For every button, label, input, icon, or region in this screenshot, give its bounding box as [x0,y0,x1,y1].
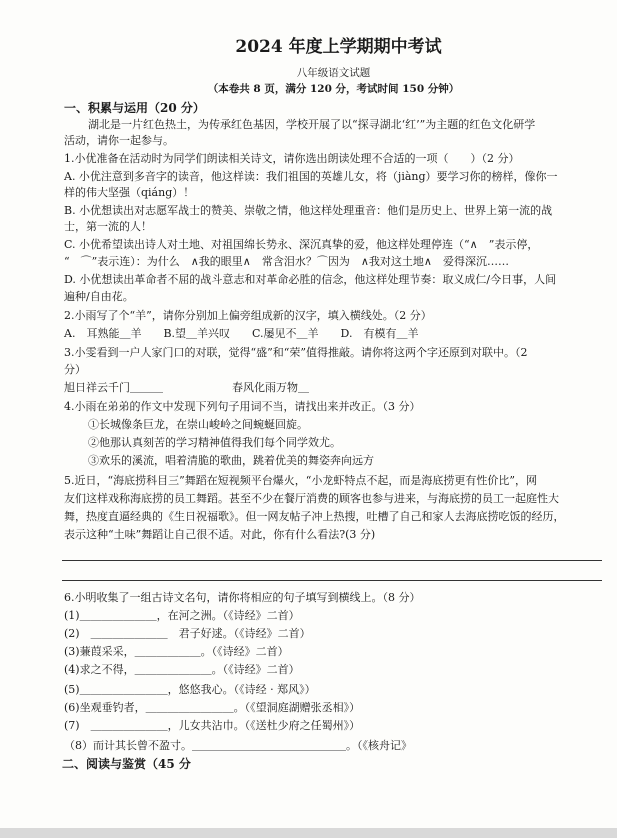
q1-option-c-line2: “ ⌒”表示连）：为什么 ∧我的眼里∧ 常含泪水？⌒因为 ∧我对这土地∧ 爱得深沉…… [64,255,509,268]
q6-item-8[interactable]: （8）而计其长曾不盈寸。＿＿＿＿＿＿＿＿＿＿＿＿＿＿。（《核舟记》 [64,739,412,752]
q6-item-2[interactable]: (2) ＿＿＿＿＿＿＿ 君子好逑。（《诗经》二首） [64,627,311,640]
q1-option-a-line1: A. 小优注意到多音字的读音，他这样读：我们祖国的英雄儿女，将（jiàng）要学习你的榜样，像你一 [64,170,558,183]
q1-option-b-line2: 士，第一流的人！ [64,220,152,233]
q5-answer-line-1[interactable] [62,560,602,561]
q5-answer-line-2[interactable] [62,580,602,581]
q4-stem: 4.小雨在弟弟的作文中发现下列句子用词不当，请找出来并改正。（3 分） [64,400,421,413]
exam-subtitle: 八年级语文试题 [296,67,371,79]
q5-line-1: 5.近日，“海底捞科目三”舞蹈在短视频平台爆火，“小龙虾特点不起，而是海底捞更有性价比”，网 [64,474,537,487]
section2-heading: 二、阅读与鉴赏（45 分 [62,757,191,771]
section1-heading: 一、积累与运用（20 分） [64,101,205,115]
q4-item-3: ③欢乐的溪流，唱着清脆的歌曲，跳着优美的舞姿奔向远方 [88,454,374,467]
exam-note: （本卷共 8 页，满分 120 分，考试时间 150 分钟） [207,83,460,95]
q1-option-d-line2: 遍种/自由花。 [64,290,134,303]
q3-stem-cont: 分） [64,363,86,376]
q5-line-2: 友们这样戏称海底捞的员工舞蹈。甚至不少在餐厅消费的顾客也参与进来，与海底捞的员工一起庭性大 [64,492,559,505]
q6-item-7[interactable]: (7) ＿＿＿＿＿＿＿，儿女共沾巾。（《送杜少府之任蜀州》） [64,719,361,732]
q1-stem: 1.小优准备在活动时为同学们朗读相关诗文，请你选出朗读处理不合适的一项（ ）（2 分） [64,152,520,165]
q6-stem: 6.小明收集了一组古诗文名句，请你将相应的句子填写到横线上。（8 分） [64,591,421,604]
exam-title: 2024 年度上学期期中考试 [235,37,442,57]
intro-line-2: 活动，请你一起参与。 [64,134,174,147]
q6-item-1[interactable]: (1)＿＿＿＿＿＿＿，在河之洲。（《诗经》二首） [64,609,300,622]
q5-line-4: 表示这种“土味”舞蹈让自己很不适。对此，你有什么看法?(3 分) [64,528,376,541]
q1-option-d-line1: D. 小优想读出革命者不屈的战斗意志和对革命必胜的信念，他这样处理节奏：取义成仁/今日事，人间 [64,273,557,286]
q1-option-c-line1: C. 小优希望读出诗人对土地、对祖国绵长势永、深沉真挚的爱，他这样处理停连（“∧ ”表示停， [64,238,539,251]
q2-options: A. 耳熟能＿羊 B.望＿羊兴叹 C.屡见不＿羊 D. 有模有＿羊 [64,327,419,340]
q1-option-b-line1: B. 小优想读出对志愿军战士的赞美、崇敬之情，他这样处理重音：他们是历史上、世界上第一流的战 [64,204,553,217]
q1-option-a-line2: 样的伟大坚强（qiáng）！ [64,186,195,199]
q4-item-1: ①长城像条巨龙，在崇山峻岭之间蜿蜒回旋。 [88,418,308,431]
q2-stem: 2.小雨写了个“羊”，请你分别加上偏旁组成新的汉字，填入横线处。（2 分） [64,309,432,322]
q3-stem: 3.小雯看到一户人家门口的对联，觉得“盛”和“荣”值得推敲。请你将这两个字还原到对联中。（2 [64,346,528,359]
q6-item-5[interactable]: (5)＿＿＿＿＿＿＿＿，悠悠我心。（《诗经 · 郑风》） [64,683,316,696]
intro-line-1: 湖北是一片红色热土，为传承红色基因，学校开展了以“探寻湖北‘红’”为主题的红色文化研学 [88,118,536,131]
q6-item-6[interactable]: (6)坐观垂钓者，＿＿＿＿＿＿＿＿。（《望洞庭湖赠张丞相》） [64,701,361,714]
q6-item-4[interactable]: (4)求之不得，＿＿＿＿＿＿＿。（《诗经》二首） [64,663,300,676]
q3-couplet-right: 春风化雨万物＿ [232,381,309,394]
q5-line-3: 舞，热度直逼经典的《生日祝福歌》。但一网友帖子冲上热搜，吐槽了自己和家人去海底捞吃饭的经历， [64,510,565,523]
q6-item-3[interactable]: (3)蒹葭采采，＿＿＿＿＿＿。（《诗经》二首） [64,645,289,658]
q4-item-2: ②他那认真刻苦的学习精神值得我们每个同学效尤。 [88,436,341,449]
scan-bottom-band [0,828,617,838]
q3-couplet-left: 旭日祥云千门＿＿＿ [64,381,163,394]
